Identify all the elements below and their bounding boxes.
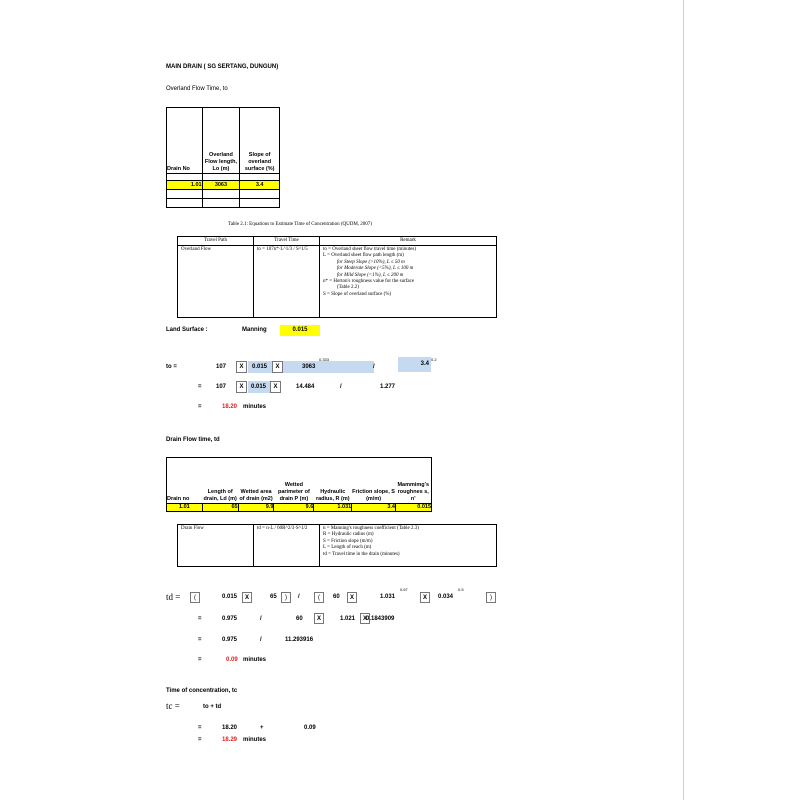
to-l2-denominator: 1.277 [380, 384, 396, 390]
table21-remarks: to = Overland sheet flow travel time (minutes) L = Overland sheet flow path length (m) for Steep Slope (>10%), L ≤ 50 m for Moderate Slope (<5%), L ≤ 100 m for Mild Slope (<1%), L ≤ 200 m n* = Horton's roughness value for the surface (Table 2.2) S = Slope of overland surface (%) [320, 246, 497, 318]
to-l1-coeff: 107 [216, 364, 227, 370]
drain-cell-manning: 0.015 [395, 504, 431, 512]
to-l1-blue [248, 361, 374, 373]
drain-formula-path: Drain Flow [178, 525, 254, 567]
to-l2-coeff: 107 [216, 384, 227, 390]
td-l1-S: 0.034 [438, 594, 454, 600]
tc-l3-eq: = [198, 737, 202, 743]
to-l1-exp2: 0.2 [431, 357, 437, 362]
td-l1-exp2: 0.5 [458, 587, 464, 592]
drain-cell-drain-no: 1.01 [167, 504, 203, 512]
td-l4-eq: = [198, 657, 202, 663]
tc-l2-plus: + [260, 725, 264, 731]
to-result-unit: minutes [243, 404, 267, 410]
land-surface-label: Land Surface : [166, 327, 208, 333]
drain-cell-slope: 3.4 [352, 504, 396, 512]
tc-heading: Time of concentration, tc [166, 688, 238, 694]
manning-label: Manning [242, 327, 267, 333]
td-l1-paren-close: ) [281, 592, 291, 603]
drain-header-radius: Hydraulic radius, R (m) [314, 458, 352, 504]
tc-l2-b: 0.09 [304, 725, 316, 731]
to-l1-exp1: 0.333 [319, 357, 330, 362]
to-l2-x1: X [236, 381, 247, 393]
overland-header-slope: Slope of overland surface (%) [240, 108, 280, 174]
to-lhs: to = [166, 364, 177, 370]
td-l1-paren-open2: ( [314, 592, 324, 603]
to-l3-eq: = [198, 404, 202, 410]
drain-cell-radius: 1.031 [314, 504, 352, 512]
td-lhs: td = [166, 592, 181, 602]
td-l3-eq: = [198, 637, 202, 643]
to-l2-eq: = [198, 384, 202, 390]
tc-result-unit: minutes [243, 737, 267, 743]
td-result-unit: minutes [243, 657, 267, 663]
overland-header-length: Overland Flow length, Lo (m) [202, 108, 240, 174]
table21-header-remark: Remark [320, 237, 497, 246]
td-l1-exp1: 0.67 [400, 587, 408, 592]
manning-value: 0.015 [280, 325, 320, 336]
tc-expression: to + td [203, 704, 222, 710]
td-l2-x2: X [360, 613, 370, 624]
to-l1-x1: X [236, 361, 247, 373]
td-l2-eq: = [198, 616, 202, 622]
table21 [177, 236, 497, 318]
page-edge-line [683, 0, 684, 800]
drain-formula: td = n·L / 60R^2/3·S^1/2 [254, 525, 320, 567]
td-l1-paren-close2: ) [486, 592, 496, 603]
to-l2-x2: X [270, 381, 281, 393]
overland-header-drain-no: Drain No [167, 108, 203, 174]
to-l2-div: / [340, 384, 342, 390]
overland-cell-drain-no: 1.01 [167, 181, 203, 190]
tc-l2-a: 18.20 [222, 725, 238, 731]
drain-table [166, 457, 432, 512]
td-l2-d: 0.1843909 [366, 616, 395, 622]
table21-formula: to = 107n*·L^1/3 / S^1/5 [254, 246, 320, 318]
drain-header-manning: Mammimg's roughnes s, n' [395, 458, 431, 504]
drain-header-drain-no: Drain no [167, 458, 203, 504]
td-l1-paren-open: ( [190, 592, 200, 603]
drain-header-perimeter: Wetted parimeter of drain P (m) [274, 458, 314, 504]
page-title: MAIN DRAIN ( SG SERTANG, DUNGUN) [166, 64, 279, 70]
overland-cell-slope: 3.4 [240, 181, 280, 190]
table21-path: Overland Flow [178, 246, 254, 318]
td-l1-x2: X [347, 592, 357, 603]
td-l2-a: 0.975 [222, 616, 238, 622]
to-l1-n: 0.015 [252, 364, 268, 370]
overland-heading: Overland Flow Time, to [166, 86, 228, 92]
td-l3-div: / [260, 637, 262, 643]
drain-heading: Drain Flow time, td [166, 437, 220, 443]
tc-lhs: tc = [166, 701, 180, 711]
td-l1-R: 1.031 [380, 594, 396, 600]
to-result: 18.20 [222, 404, 238, 410]
tc-result: 18.29 [222, 737, 238, 743]
td-l2-x1: X [314, 613, 324, 624]
to-l2-value: 14.484 [296, 384, 315, 390]
to-l1-x2: X [272, 361, 283, 373]
table21-caption: Table 2.1: Equations to Estimate Time of Concentration (QUDM, 2007) [228, 222, 372, 227]
td-result: 0.09 [226, 657, 238, 663]
to-l1-L: 3063 [302, 364, 316, 370]
td-l1-x1: X [242, 592, 252, 603]
td-l2-b: 1.021 [340, 616, 356, 622]
td-l1-div: / [298, 594, 300, 600]
td-l1-x3: X [420, 592, 430, 603]
table21-header-path: Travel Path [178, 237, 254, 246]
to-l1-div: / [373, 364, 375, 370]
drain-header-area: Wetted area of drain (m2) [238, 458, 274, 504]
td-l1-L: 65 [270, 594, 277, 600]
drain-formula-table [177, 524, 497, 567]
td-l2-sixty: 60 [296, 616, 303, 622]
tc-l2-eq: = [198, 725, 202, 731]
table21-header-time: Travel Time [254, 237, 320, 246]
td-l3-a: 0.975 [222, 637, 238, 643]
td-l3-b: 11.293916 [285, 637, 314, 643]
td-l2-div: / [260, 616, 262, 622]
to-l1-S: 3.4 [398, 357, 431, 372]
to-l2-n: 0.015 [248, 381, 270, 393]
drain-formula-remarks: n = Manning's roughness coefficient (Table 2.3) R = Hydraulic radius (m) S = Friction slope (m/m) L = Length of reach (m) td = Travel time in the drain (minutes) [320, 525, 497, 567]
drain-cell-area: 9.9 [238, 504, 274, 512]
td-l1-n: 0.015 [222, 594, 238, 600]
drain-header-length: Length of drain, Ld (m) [202, 458, 238, 504]
drain-header-slope: Friction slope, S (m/m) [352, 458, 396, 504]
drain-cell-perimeter: 9.6 [274, 504, 314, 512]
overland-cell-length: 3063 [202, 181, 240, 190]
overland-table [166, 107, 280, 208]
drain-cell-length: 65 [202, 504, 238, 512]
td-l1-sixty: 60 [333, 594, 340, 600]
